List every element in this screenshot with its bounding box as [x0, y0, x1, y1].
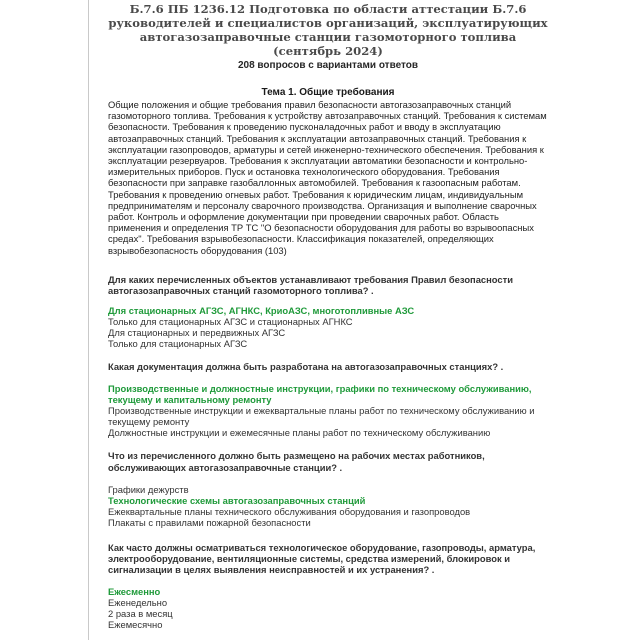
question-block: [108, 542, 548, 631]
answer-option: 2 раза в месяц: [108, 608, 173, 620]
question-block: [108, 274, 548, 349]
answer-option: Должностные инструкции и ежемесячные планы работ по техническому обслуживанию: [108, 427, 491, 439]
topic-heading: Тема 1. Общие требования: [261, 87, 395, 98]
answer-option: Только для стационарных АГЗС: [108, 338, 248, 350]
question-text: Какая документация должна быть разработана на автогазозаправочных станциях? .: [108, 361, 504, 373]
page-left-border: [88, 0, 89, 640]
question-text: Как часто должны осматриваться технологическое оборудование, газопроводы, арматура, электрооборудование, вентиляционные системы, средства измерений, блокировок и сигнализации в целях выявления неисправностей и их устранения? .: [108, 541, 536, 576]
answer-option: Ежеквартальные планы технического обслуживания оборудования и газопроводов: [108, 505, 471, 517]
answer-correct: Производственные и должностные инструкции, графики по техническому обслуживанию, текущему и капитальному ремонту: [108, 383, 532, 406]
answer-option: Еженедельно: [108, 597, 168, 609]
answer-option: Графики дежурств: [108, 483, 189, 495]
question-block: [108, 450, 548, 527]
answer-correct: Технологические схемы автогазозаправочных станций: [108, 494, 366, 506]
question-text: Что из перечисленного должно быть размещено на рабочих местах работников, обслуживающих автогазозаправочные станции? .: [108, 450, 485, 473]
answer-option: Ежемесячно: [108, 619, 163, 631]
answer-list: [108, 383, 548, 438]
answer-correct: Для стационарных АГЗС, АГНКС, КриоАЗС, многотопливные АЗС: [108, 305, 415, 317]
document-subtitle: 208 вопросов с вариантами ответов: [237, 60, 419, 71]
topic-description: Общие положения и общие требования правил безопасности автогазозаправочных станций газомоторного топлива. Требования к устройству автозаправочных станций. Требования к системам безопасности. Требования к проведению пусконаладочных работ и вводу в эксплуатацию автозаправочных станций. Требования к эксплуатации автозаправочных станций. Требования к эксплуатации газопроводов, арматуры и сетей инженерно-технического обеспечения. Требования к эксплуатации резервуаров. Требования к эксплуатации автоматики безопасности и контрольно-измерительных приборов. Пуск и остановка технологического оборудования. Требования безопасности при заправке газобаллонных автомобилей. Требования к газоопасным работам. Требования к проведению огневых работ. Требования к юридическим лицам, индивидуальным предпринимателям и персоналу сварочного производства. Организация и выполнение сварочных работ. Контроль и оформление документации при проведении сварочных работ. Область применения и определения ТР ТС "О безопасности оборудования для работы во взрывоопасных средах". Требования взрывобезопасности. Классификация показателей, определяющих взрывобезопасность оборудования (103): [108, 99, 547, 256]
answer-list: [108, 586, 548, 630]
answer-list: [108, 484, 548, 528]
answer-option: Для стационарных и передвижных АГЗС: [108, 327, 286, 339]
answer-option: Производственные инструкции и ежеквартальные планы работ по техническому обслуживанию и текущему ремонту: [108, 405, 535, 428]
question-block: [108, 361, 548, 438]
document-title: Б.7.6 ПБ 1236.12 Подготовка по области аттестации Б.7.6 руководителей и специалистов организаций, эксплуатирующих автогазозаправочные станции газомоторного топлива (сентябрь 2024): [108, 2, 548, 58]
question-text: Для каких перечисленных объектов устанавливают требования Правил безопасности автогазозаправочных станций газомоторного топлива? .: [108, 273, 513, 297]
answer-list: [108, 305, 548, 349]
document-page: [108, 2, 548, 630]
answer-option: Только для стационарных АГЗС и стационарных АГНКС: [108, 316, 353, 328]
answer-option: Плакаты с правилами пожарной безопасности: [108, 516, 311, 528]
answer-correct: Ежесменно: [108, 586, 161, 598]
